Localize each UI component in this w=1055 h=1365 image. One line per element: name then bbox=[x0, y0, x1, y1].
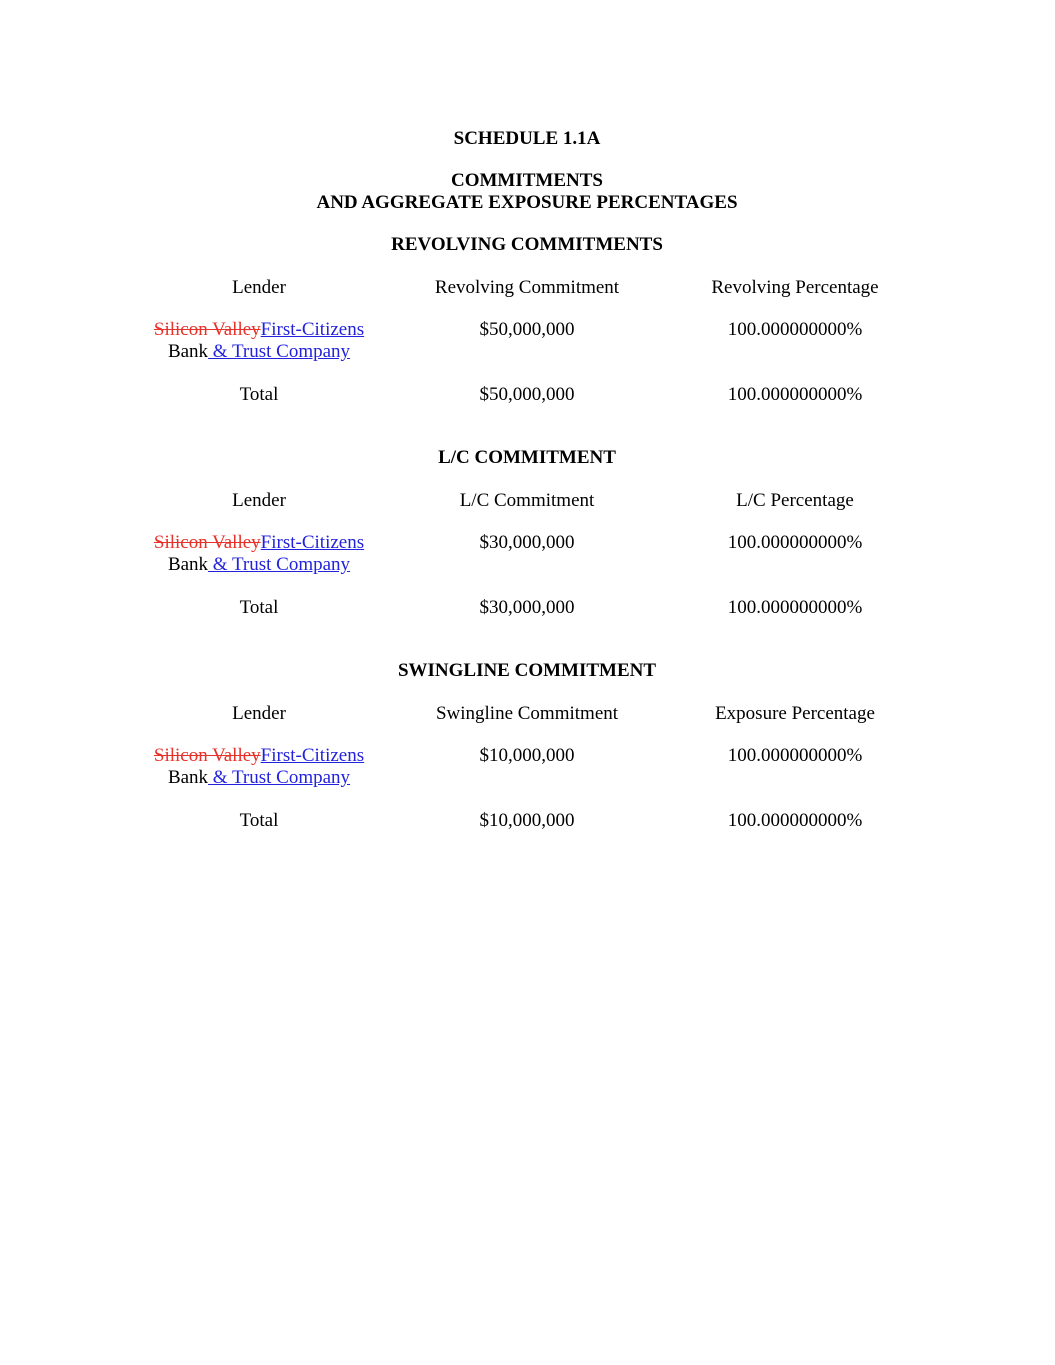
column-header-lender: Lender bbox=[232, 490, 286, 511]
percentage-value: 100.000000000% bbox=[727, 319, 863, 340]
deleted-lender-text: Silicon Valley bbox=[153, 745, 261, 766]
document-page bbox=[125, 0, 929, 832]
table-row bbox=[125, 532, 929, 576]
inserted-lender-suffix: & Trust Company bbox=[208, 767, 351, 788]
section-revolving-commitments bbox=[125, 234, 929, 406]
retained-lender-text: Bank bbox=[167, 341, 209, 362]
column-header-commitment: Revolving Commitment bbox=[434, 277, 620, 298]
column-header-percentage: Exposure Percentage bbox=[715, 703, 875, 724]
total-percentage: 100.000000000% bbox=[727, 597, 863, 618]
lender-cell bbox=[125, 532, 393, 576]
table-row bbox=[125, 745, 929, 789]
column-header-lender: Lender bbox=[232, 277, 286, 298]
table-header-row bbox=[125, 703, 929, 725]
total-row bbox=[125, 597, 929, 619]
lc-commitment-table bbox=[125, 490, 929, 619]
total-label: Total bbox=[239, 597, 279, 618]
schedule-title: SCHEDULE 1.1A bbox=[453, 128, 601, 149]
commitment-amount: $10,000,000 bbox=[479, 745, 575, 766]
deleted-lender-text: Silicon Valley bbox=[153, 532, 261, 553]
commitment-amount: $30,000,000 bbox=[479, 532, 575, 553]
swingline-commitment-table bbox=[125, 703, 929, 832]
revolving-commitments-table bbox=[125, 277, 929, 406]
total-row bbox=[125, 384, 929, 406]
lender-cell bbox=[125, 745, 393, 789]
section-lc-commitment bbox=[125, 447, 929, 619]
inserted-lender-text: First-Citizens bbox=[260, 745, 365, 766]
column-header-commitment: Swingline Commitment bbox=[435, 703, 619, 724]
column-header-percentage: Revolving Percentage bbox=[711, 277, 879, 298]
column-header-lender: Lender bbox=[232, 703, 286, 724]
total-percentage: 100.000000000% bbox=[727, 810, 863, 831]
total-label: Total bbox=[239, 384, 279, 405]
table-header-row bbox=[125, 490, 929, 512]
table-header-row bbox=[125, 277, 929, 299]
heading-line-2: AND AGGREGATE EXPOSURE PERCENTAGES bbox=[316, 192, 738, 213]
section-swingline-commitment bbox=[125, 660, 929, 832]
deleted-lender-text: Silicon Valley bbox=[153, 319, 261, 340]
section-title: SWINGLINE COMMITMENT bbox=[397, 660, 657, 681]
section-title: REVOLVING COMMITMENTS bbox=[391, 234, 663, 255]
document-heading bbox=[125, 170, 929, 214]
column-header-commitment: L/C Commitment bbox=[459, 490, 595, 511]
commitment-amount: $50,000,000 bbox=[479, 319, 575, 340]
section-title: L/C COMMITMENT bbox=[438, 447, 616, 468]
total-row bbox=[125, 810, 929, 832]
total-commitment: $10,000,000 bbox=[479, 810, 575, 831]
inserted-lender-suffix: & Trust Company bbox=[208, 341, 351, 362]
lender-cell bbox=[125, 319, 393, 363]
retained-lender-text: Bank bbox=[167, 554, 209, 575]
column-header-percentage: L/C Percentage bbox=[736, 490, 854, 511]
percentage-value: 100.000000000% bbox=[727, 745, 863, 766]
inserted-lender-text: First-Citizens bbox=[260, 532, 365, 553]
inserted-lender-suffix: & Trust Company bbox=[208, 554, 351, 575]
retained-lender-text: Bank bbox=[167, 767, 209, 788]
total-percentage: 100.000000000% bbox=[727, 384, 863, 405]
percentage-value: 100.000000000% bbox=[727, 532, 863, 553]
total-commitment: $30,000,000 bbox=[479, 597, 575, 618]
heading-line-1: COMMITMENTS bbox=[451, 170, 603, 191]
inserted-lender-text: First-Citizens bbox=[260, 319, 365, 340]
total-commitment: $50,000,000 bbox=[479, 384, 575, 405]
total-label: Total bbox=[239, 810, 279, 831]
table-row bbox=[125, 319, 929, 363]
